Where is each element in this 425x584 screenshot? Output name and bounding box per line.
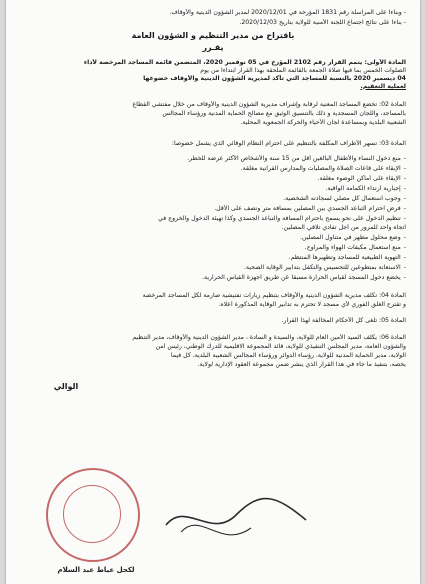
- article-5: المادة 05: تلغى كل الأحكام المخالفة لهذا القرار.: [281, 317, 406, 324]
- article-2-line-1: المادة 02: تخضع المساجد المعنية لرقابة وإشراف مديرية الشؤون الدينية والأوقاف من خلال مفتشي القطاع: [132, 101, 406, 108]
- measure-item: - تنظيم الدخول على نحو يسمح باحترام المسافة والتباعد الجسدي وكذا تهيئة الدخول والخروج في: [20, 215, 406, 222]
- article-2-line-2: بالمساجد، واللجان المسجدية و ذلك بالتنسيق الوثيق مع مصالح الحماية المدنية ورؤساء المجالس: [162, 110, 406, 117]
- measure-item: - الإبقاء على أماكن الوضوء مغلقة.: [20, 175, 406, 182]
- article-2-line-3: الشعبية البلدية وبمساعدة لجان الأحياء والحركة الجمعوية المحلية.: [240, 119, 406, 126]
- measure-item: - الاستعانة بمتطوعين للتحسيس والتكفل بتدابير الوقاية الصحية.: [20, 264, 406, 271]
- preamble-line-1: - وبناءا على المراسلة رقم 1831 المؤرخة في 2020/12/01 لمدير الشؤون الدينية والأوقاف.: [169, 9, 406, 16]
- handwritten-signature: [156, 470, 316, 560]
- official-stamp: [46, 468, 140, 562]
- measure-item: - يخضع دخول المسجد لقياس الحرارة مسبقا عن طريق أجهزة القياس الحرارية.: [20, 274, 406, 281]
- article-6-line-3: الولاية، مدير الحماية المدنية للولاية، رؤساء الدوائر ورؤساء المجالس الشعبية البلدية، كل فيما: [170, 352, 406, 359]
- article-1-line-3: 04 ديسمبر 2020 بالنسبة للمساجد التي تأكد لمديرية الشؤون الدينية والأوقاف خضوعها: [143, 75, 406, 82]
- article-6-line-2: والشؤون العامة، مدير المجلس التنفيذي للولاية، قائد المجموعة الاقليمية للدرك الوطني، رئيس أمن: [155, 343, 406, 350]
- measure-item: - منع دخول النساء والأطفال البالغين أقل من 15 سنة والأشخاص الأكثر عرضة للخطر.: [20, 155, 406, 162]
- article-1-line-2: الصلوات الخمس بما فيها صلاة الجمعة بالقائمة الملحقة بهذا القرار ابتداءا من يوم: [200, 67, 406, 74]
- article-3-heading: المادة 03: تسهر الأطراف المكلفة بالتنظيم على احترام النظام الوقائي الذي يشمل خصوصا:: [171, 140, 406, 147]
- measure-item: - وضع محلول مطهر في متناول المصلين.: [20, 234, 406, 241]
- measure-item: - إجبارية ارتداء الكمامة الواقية.: [20, 185, 406, 192]
- measure-item: - فرض احترام التباعد الجسدي بين المصلين بمسافة مترٍ ونصف على الأقل.: [20, 205, 406, 212]
- article-1-line-4: لعملية التعقيم.: [360, 83, 406, 90]
- article-4-line-1: المادة 04: تكلف مديرية الشؤون الدينية والأوقاف بتنظيم زيارات تفتيشية صارمة لكل المساجد المرخصة: [142, 292, 406, 299]
- measure-item: - التهوية الطبيعية للمساجد وتطهيرها المنتظم.: [20, 254, 406, 261]
- measure-item-cont: اتجاه واحد للمرور من أجل تفادي تلاقي المصلين.: [281, 224, 406, 231]
- decides-heading: يقـرر: [202, 43, 224, 52]
- signatory-name: لكحل عياط عبد السلام: [57, 566, 135, 574]
- preamble-line-2: - بناءا على نتائج اجتماع اللجنة الأمنية للولاية بتاريخ 2020/12/03.: [239, 19, 406, 26]
- article-1-line-1: المادة الأولى: يتمم القرار رقم 2102 المؤرخ في 05 نوفمبر 2020، المتضمن قائمة المساجد المرخصة لأداء: [83, 59, 406, 66]
- measure-item: - منع استعمال مكيفات الهواء والمراوح.: [20, 244, 406, 251]
- decree-page: [6, 0, 420, 584]
- article-4-line-2: و تقترح الغلق الفوري لأي مسجد لا تحترم به تدابير الوقاية المذكورة أعلاه.: [218, 301, 406, 308]
- measure-item: - الإبقاء على قاعات الصلاة والمصليات والمدارس القرآنية مغلقة.: [20, 165, 406, 172]
- proposal-heading: باقتراح من مدير التنظيم و الشؤون العامة: [131, 31, 295, 40]
- article-6-line-4: يخصه، بتنفيذ ما جاء في هذا القرار الذي ينشر ضمن مجموعة العقود الإدارية لولاية.: [197, 361, 406, 368]
- measure-item: - وجوب استعمال كل مصلي لسجادته الشخصية.: [20, 195, 406, 202]
- article-6-line-1: المادة 06: يكلف السيد الأمين العام للولاية، والسيدة و السادة ، مدير الشؤون الدينية والأوقاف، مدير التنظيم: [132, 334, 406, 341]
- wali-title: الوالي: [53, 382, 79, 391]
